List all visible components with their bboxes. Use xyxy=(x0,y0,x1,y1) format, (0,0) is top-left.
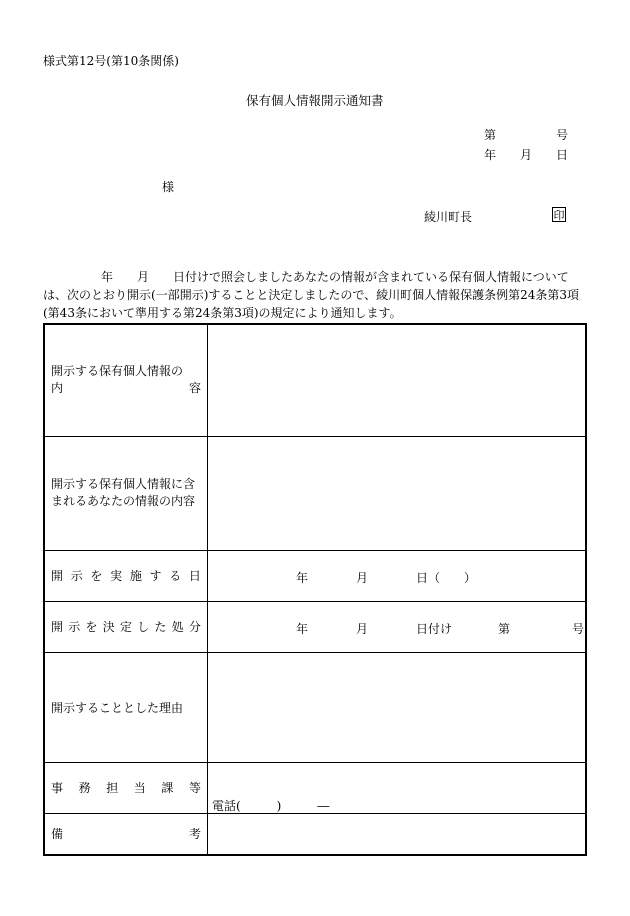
value-disclosed-info-content[interactable] xyxy=(208,324,587,436)
value-office-in-charge[interactable] xyxy=(208,762,587,813)
value-reason[interactable] xyxy=(208,652,587,762)
label-your-info-content: 開示する保有個人情報に含 まれるあなたの情報の内容 xyxy=(44,436,208,550)
document-title: 保有個人情報開示通知書 xyxy=(246,93,384,108)
paragraph-line-1: 年 月 日付けで照会しましたあなたの情報が含まれている保有個人情報については、 xyxy=(43,270,569,302)
value-disclosure-date[interactable]: 年 月 日（ ） xyxy=(208,550,587,601)
label-office-in-charge: 事 務 担 当 課 等 xyxy=(44,762,208,813)
value-your-info-content[interactable] xyxy=(208,436,587,550)
label-reason: 開示することとした理由 xyxy=(44,652,208,762)
issuer-name: 綾川町長 xyxy=(424,210,473,224)
label-disclosed-info-content: 開示する保有個人情報の 内 容 xyxy=(44,324,208,436)
document-number-go: 号 xyxy=(556,128,569,142)
table-row xyxy=(44,601,586,652)
value-decision[interactable]: 年 月 日付け 第 号 xyxy=(208,601,587,652)
issue-date-month: 月 xyxy=(520,148,533,162)
table-row xyxy=(44,652,586,762)
table-row xyxy=(44,324,586,436)
table-row xyxy=(44,813,586,855)
issue-date-day: 日 xyxy=(556,148,569,162)
form-number: 様式第12号(第10条関係) xyxy=(43,54,179,68)
label-remarks: 備 考 xyxy=(44,813,208,855)
seal-mark: 印 xyxy=(553,209,565,222)
table-row xyxy=(44,436,586,550)
label-disclosure-date: 開 示 を 実 施 す る 日 xyxy=(44,550,208,601)
notice-paragraph xyxy=(43,268,591,322)
recipient-suffix: 様 xyxy=(162,180,175,194)
issue-date-year: 年 xyxy=(484,148,497,162)
value-remarks[interactable] xyxy=(208,813,587,855)
notice-table xyxy=(43,323,587,856)
table-row xyxy=(44,762,586,813)
document-number-dai: 第 xyxy=(484,128,497,142)
phone-label: 電話( ) ― xyxy=(212,798,330,813)
table-row xyxy=(44,550,586,601)
label-decision: 開 示 を 決 定 し た 処 分 xyxy=(44,601,208,652)
paragraph-rest: 次のとおり開示(一部開示)することと決定しましたので、綾川町個人情報保護条例第24条第3項(第43条において準用する第24条第3項)の規定により通知します。 xyxy=(43,288,580,320)
